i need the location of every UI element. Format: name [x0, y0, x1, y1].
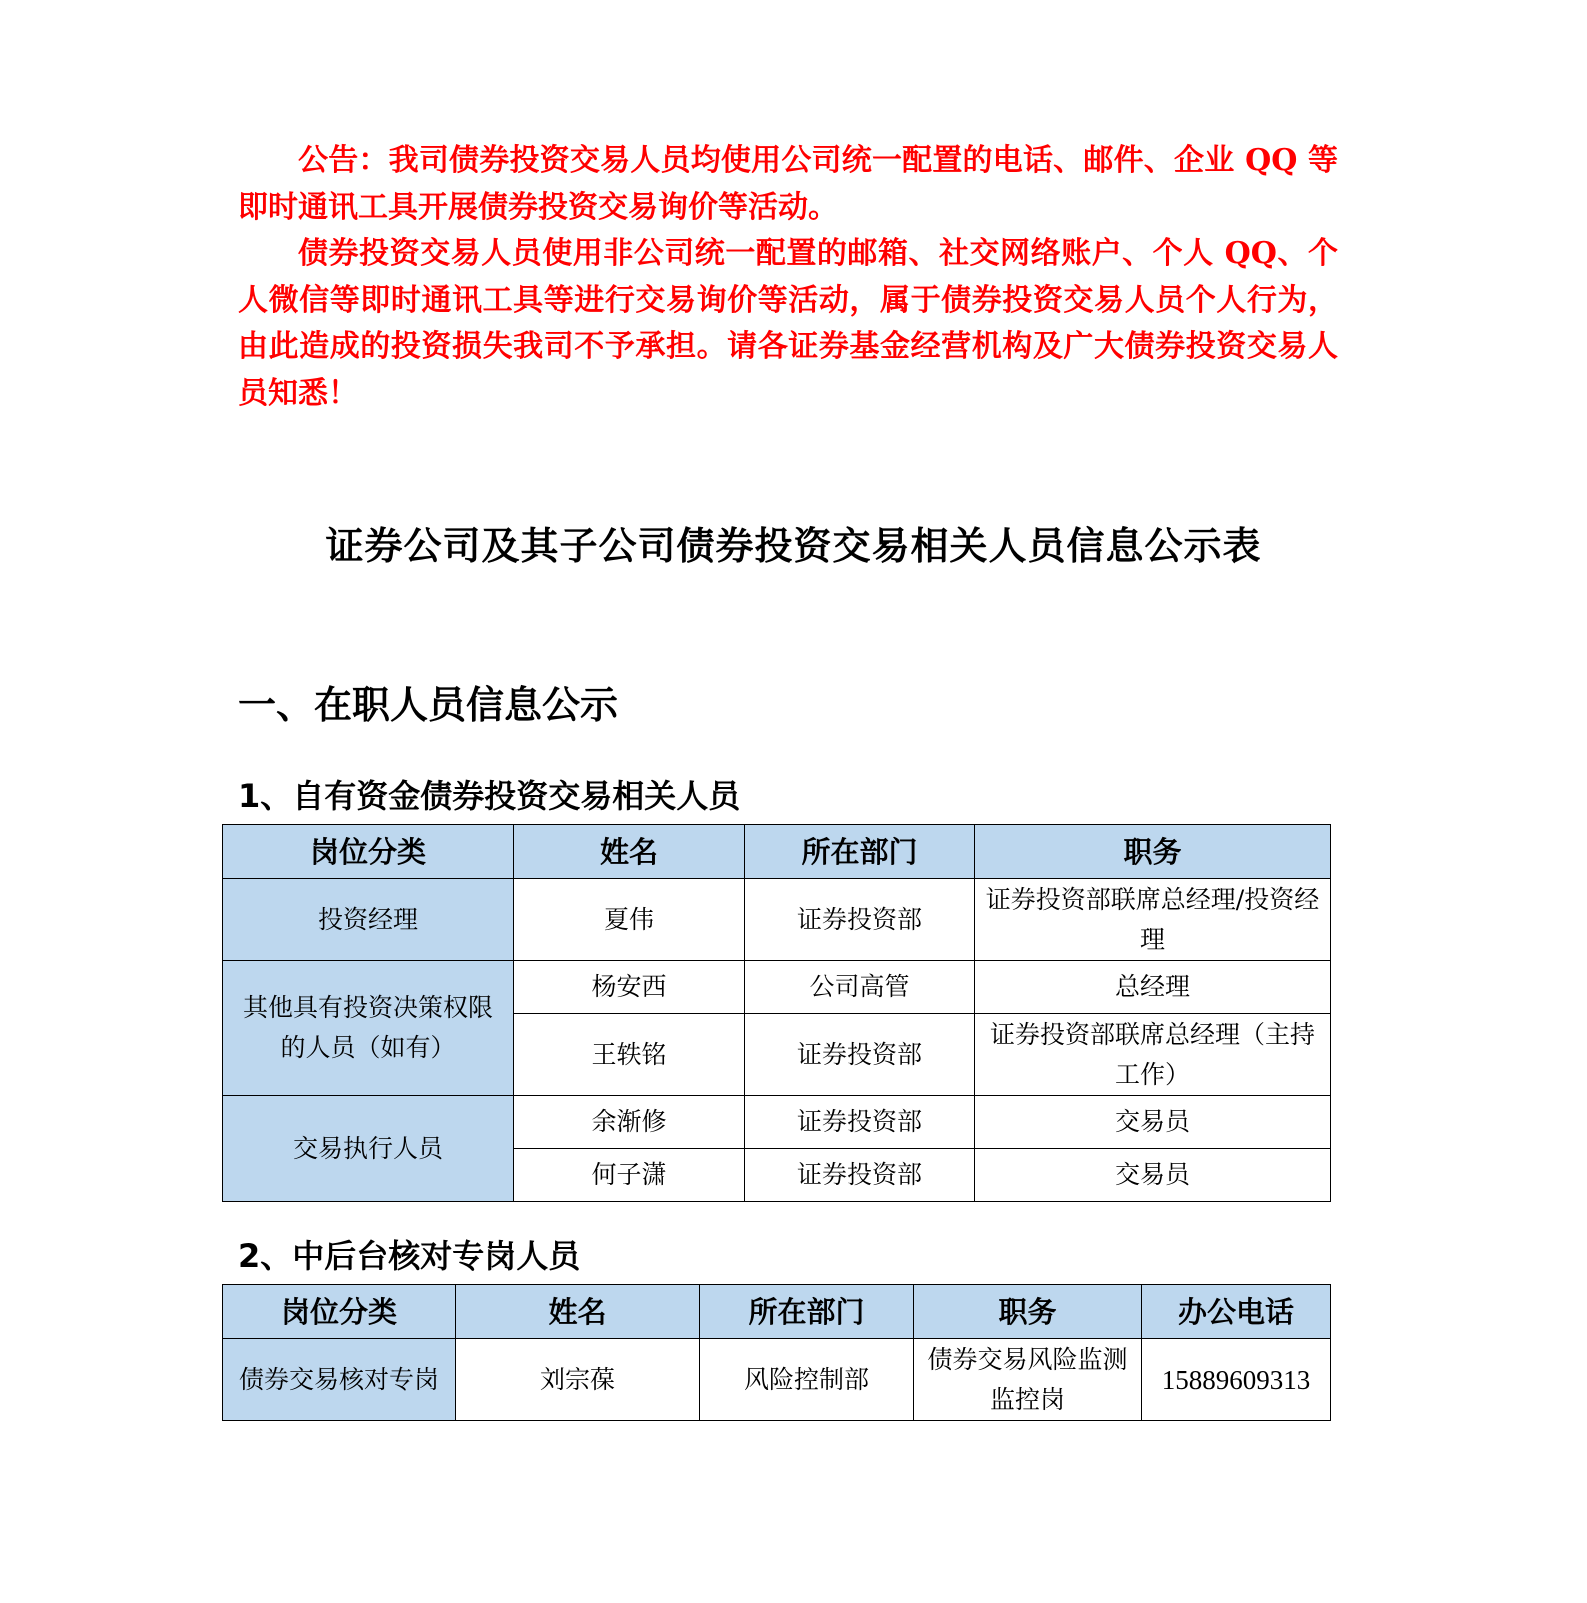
- notice-paragraph-2: 债券投资交易人员使用非公司统一配置的邮箱、社交网络账户、个人 QQ、个人微信等即时通讯工具等进行交易询价等活动，属于债券投资交易人员个人行为，由此造成的投资损失我司不予承担。请各证券基金经营机构及广大债券投资交易人员知悉！: [238, 236, 1338, 411]
- name-cell: 王轶铭: [514, 1014, 745, 1096]
- phone-cell: 15889609313: [1142, 1339, 1331, 1421]
- name-cell: 杨安西: [514, 961, 745, 1014]
- position-cell: 证券投资部联席总经理/投资经理: [975, 879, 1331, 961]
- table-row: [223, 961, 1331, 1014]
- position-cell: 交易员: [975, 1096, 1331, 1149]
- header-department: 所在部门: [700, 1285, 914, 1339]
- page-title: 证券公司及其子公司债券投资交易相关人员信息公示表: [325, 523, 1262, 568]
- subsection-title-1: 1、自有资金债券投资交易相关人员: [238, 777, 741, 815]
- position-cell: 总经理: [975, 961, 1331, 1014]
- section-title: 一、在职人员信息公示: [238, 683, 619, 727]
- header-category: 岗位分类: [223, 1285, 456, 1339]
- back-office-staff-table: [222, 1284, 1331, 1421]
- table-header-row: [223, 1285, 1331, 1339]
- category-cell: 投资经理: [223, 879, 514, 961]
- category-cell: 债券交易核对专岗: [223, 1339, 456, 1421]
- notice-block: [238, 138, 1338, 417]
- header-name: 姓名: [514, 825, 745, 879]
- table-row: [223, 1096, 1331, 1149]
- notice-paragraph-1: 公告：我司债券投资交易人员均使用公司统一配置的电话、邮件、企业 QQ 等即时通讯工具开展债券投资交易询价等活动。: [238, 143, 1338, 225]
- name-cell: 余渐修: [514, 1096, 745, 1149]
- table-header-row: [223, 825, 1331, 879]
- position-cell: 交易员: [975, 1149, 1331, 1202]
- header-department: 所在部门: [745, 825, 975, 879]
- position-cell: 债券交易风险监测监控岗: [914, 1339, 1142, 1421]
- category-cell: 其他具有投资决策权限的人员（如有）: [223, 961, 514, 1096]
- department-cell: 风险控制部: [700, 1339, 914, 1421]
- category-cell: 交易执行人员: [223, 1096, 514, 1202]
- department-cell: 公司高管: [745, 961, 975, 1014]
- proprietary-staff-table: [222, 824, 1331, 1202]
- header-office-phone: 办公电话: [1142, 1285, 1331, 1339]
- name-cell: 夏伟: [514, 879, 745, 961]
- department-cell: 证券投资部: [745, 1096, 975, 1149]
- header-category: 岗位分类: [223, 825, 514, 879]
- department-cell: 证券投资部: [745, 1149, 975, 1202]
- name-cell: 刘宗葆: [456, 1339, 700, 1421]
- department-cell: 证券投资部: [745, 1014, 975, 1096]
- table-row: [223, 1339, 1331, 1421]
- header-position: 职务: [975, 825, 1331, 879]
- position-cell: 证券投资部联席总经理（主持工作）: [975, 1014, 1331, 1096]
- subsection-title-2: 2、中后台核对专岗人员: [238, 1237, 581, 1275]
- name-cell: 何子潇: [514, 1149, 745, 1202]
- header-name: 姓名: [456, 1285, 700, 1339]
- header-position: 职务: [914, 1285, 1142, 1339]
- department-cell: 证券投资部: [745, 879, 975, 961]
- table-row: [223, 879, 1331, 961]
